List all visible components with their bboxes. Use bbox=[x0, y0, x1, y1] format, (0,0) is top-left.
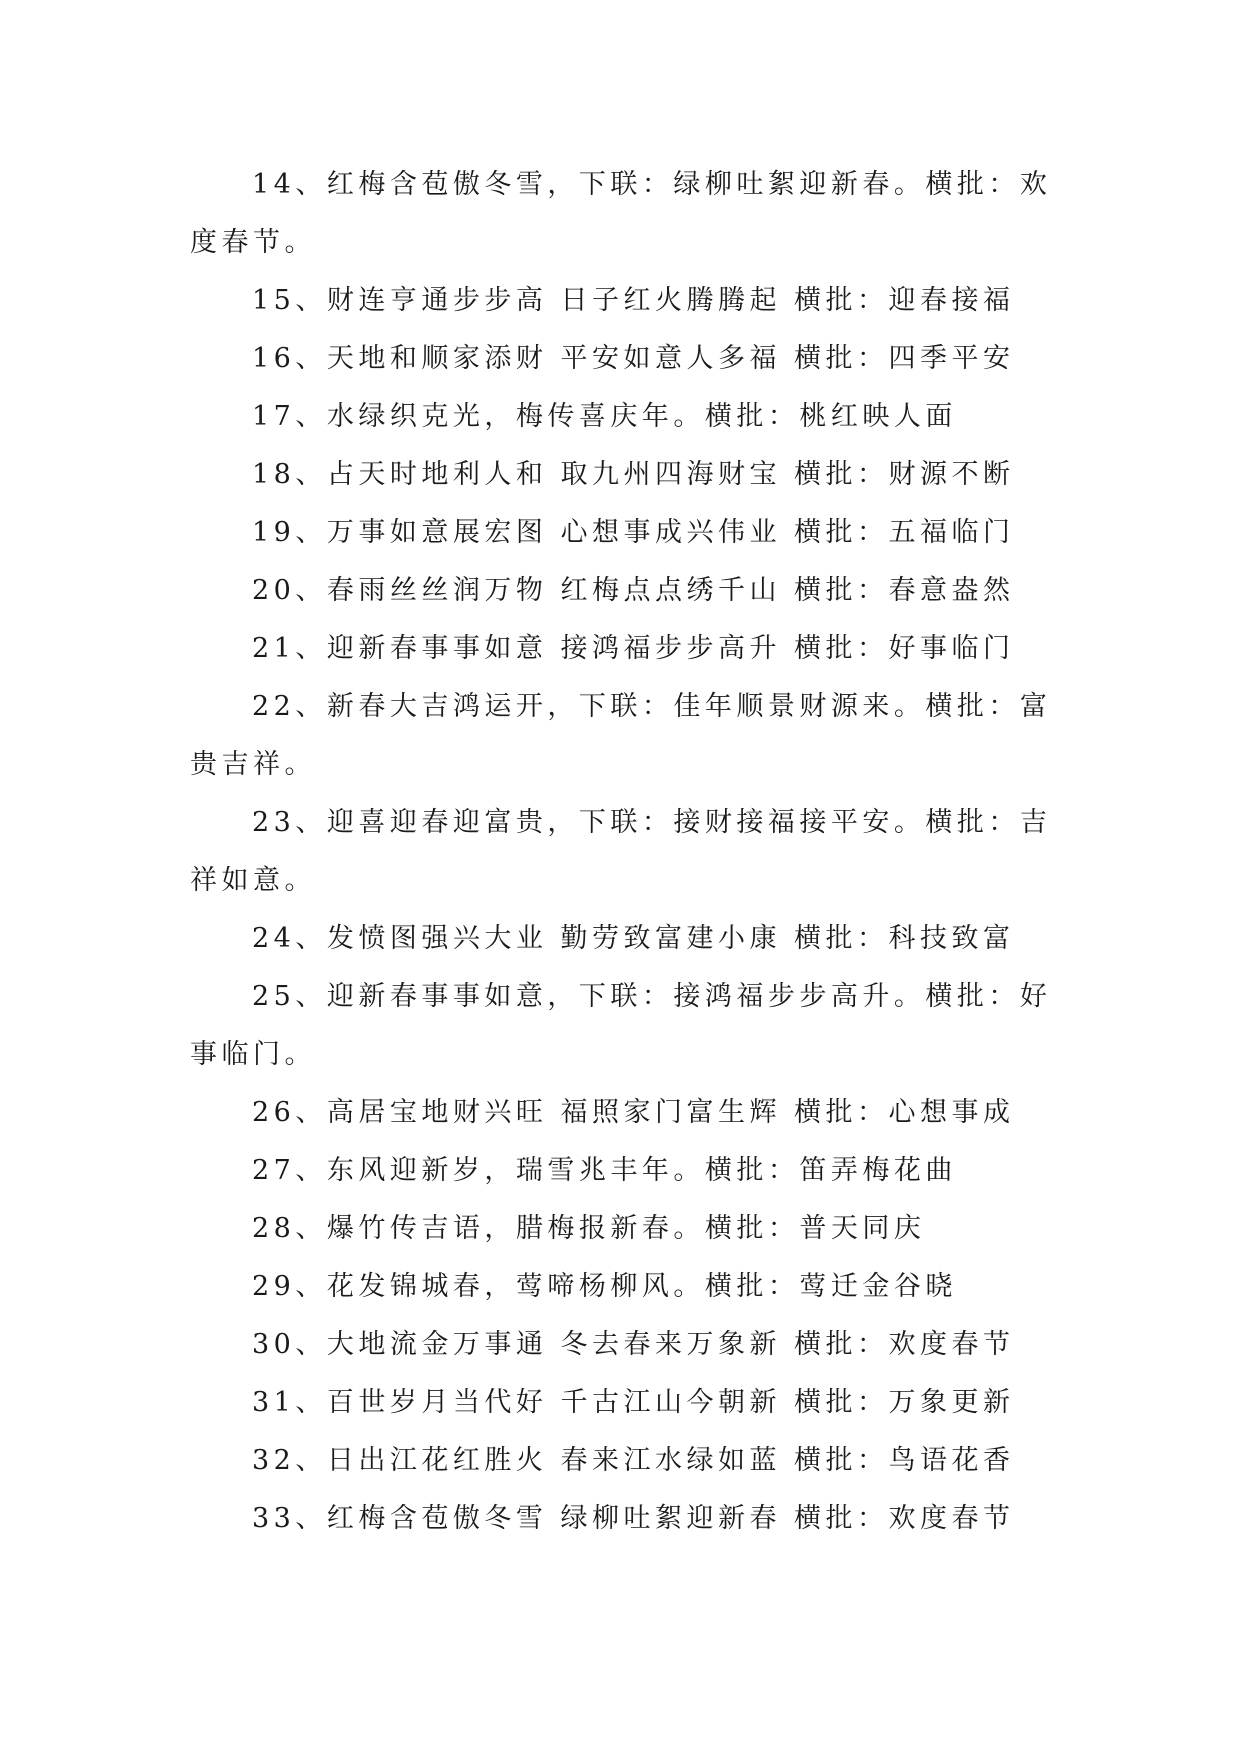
couplet-paragraph-27: 27、东风迎新岁，瑞雪兆丰年。横批：笛弄梅花曲 bbox=[252, 1155, 957, 1186]
document-body bbox=[190, 156, 1060, 1548]
couplet-paragraph-28: 28、爆竹传吉语，腊梅报新春。横批：普天同庆 bbox=[252, 1213, 926, 1244]
couplet-paragraph-21: 21、迎新春事事如意 接鸿福步步高升 横批：好事临门 bbox=[252, 633, 1015, 664]
couplet-paragraph-19: 19、万事如意展宏图 心想事成兴伟业 横批：五福临门 bbox=[252, 517, 1015, 548]
couplet-paragraph-25: 25、迎新春事事如意，下联：接鸿福步步高升。横批：好事临门。 bbox=[190, 981, 1052, 1070]
couplet-paragraph-22: 22、新春大吉鸿运开，下联：佳年顺景财源来。横批：富贵吉祥。 bbox=[190, 691, 1052, 780]
couplet-paragraph-23: 23、迎喜迎春迎富贵，下联：接财接福接平安。横批：吉祥如意。 bbox=[190, 807, 1052, 896]
couplet-paragraph-17: 17、水绿织克光，梅传喜庆年。横批：桃红映人面 bbox=[252, 401, 957, 432]
couplet-paragraph-31: 31、百世岁月当代好 千古江山今朝新 横批：万象更新 bbox=[252, 1387, 1015, 1418]
couplet-paragraph-16: 16、天地和顺家添财 平安如意人多福 横批：四季平安 bbox=[252, 343, 1015, 374]
couplet-paragraph-32: 32、日出江花红胜火 春来江水绿如蓝 横批：鸟语花香 bbox=[252, 1445, 1015, 1476]
couplet-paragraph-26: 26、高居宝地财兴旺 福照家门富生辉 横批：心想事成 bbox=[252, 1097, 1015, 1128]
couplet-paragraph-29: 29、花发锦城春，莺啼杨柳风。横批：莺迁金谷晓 bbox=[252, 1271, 957, 1302]
couplet-paragraph-24: 24、发愤图强兴大业 勤劳致富建小康 横批：科技致富 bbox=[252, 923, 1015, 954]
couplet-paragraph-30: 30、大地流金万事通 冬去春来万象新 横批：欢度春节 bbox=[252, 1329, 1015, 1360]
couplet-paragraph-18: 18、占天时地利人和 取九州四海财宝 横批：财源不断 bbox=[252, 459, 1015, 490]
couplet-paragraph-14: 14、红梅含苞傲冬雪，下联：绿柳吐絮迎新春。横批：欢度春节。 bbox=[190, 169, 1052, 258]
couplet-paragraph-33: 33、红梅含苞傲冬雪 绿柳吐絮迎新春 横批：欢度春节 bbox=[252, 1503, 1015, 1534]
couplet-paragraph-20: 20、春雨丝丝润万物 红梅点点绣千山 横批：春意盎然 bbox=[252, 575, 1015, 606]
couplet-paragraph-15: 15、财连亨通步步高 日子红火腾腾起 横批：迎春接福 bbox=[252, 285, 1015, 316]
